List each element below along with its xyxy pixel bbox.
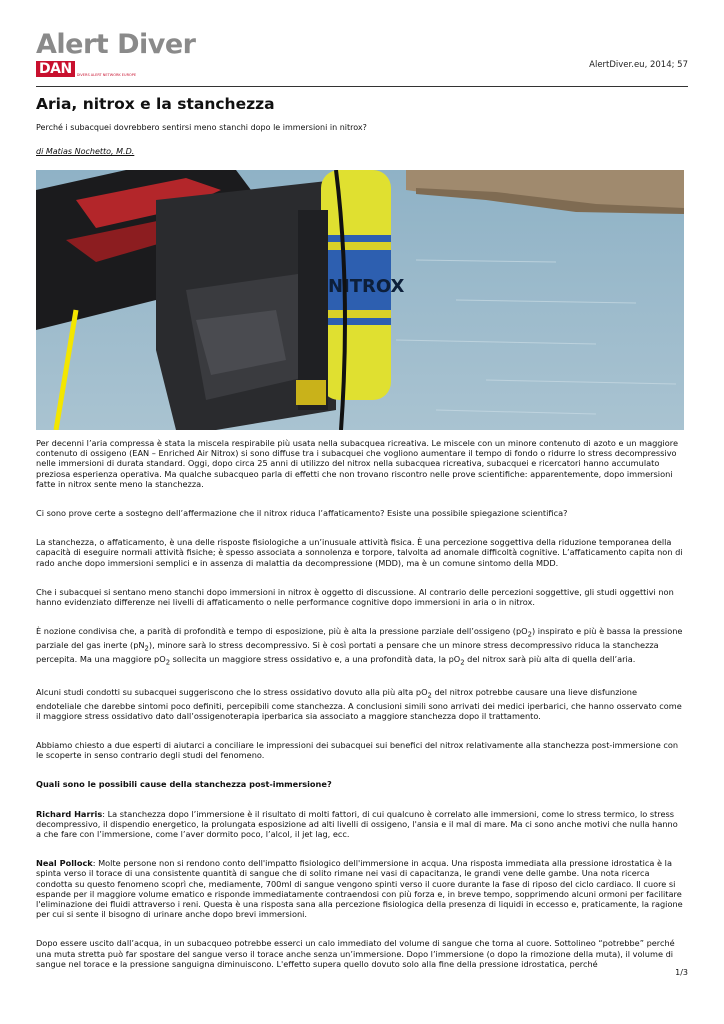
photo-tank-label: NITROX — [328, 276, 405, 297]
paragraph: Per decenni l’aria compressa è stata la miscela respirabile più usata nella subacquea ricreativa. Le miscele con un minore contenuto di azoto e un maggiore contenuto di ossigeno (EAN – Enriched Air Nitrox) si sono diffuse tra i subacquei che vogliono aumentare il tempo di fondo o ridurre lo stress decompressivo nelle immersioni di durata standard. Oggi, dopo circa 25 anni di utilizzo del nitrox nella subacquea ricreativa, subacquei e ricercatori hanno accumulato preziosa esperienza operativa. Ma qualche subacqueo parla di effetti che non trovano riscontro nelle prove scientifiche: apparentemente, dopo immersioni fatte in nitrox sente meno la stanchezza. — [36, 438, 679, 489]
paragraph: È nozione condivisa che, a parità di profondità e tempo di esposizione, più è alta la pressione parziale dell’ossigeno $(pO_2)$ inspirato e più è bassa la pressione parziale del gas inerte $(pN_2)$, minore sarà lo stress decompressivo. Si è così portati a pensare che un minore stress decompressivo riduca la stanchezza percepita. Ma una maggiore $pO_2$ sollecita un maggiore stress ossidativo e, a una profondità data, la $pO_2$ del nitrox sarà più alta di quella dell’aria. — [36, 626, 683, 667]
speaker-name: Richard Harris — [36, 808, 103, 819]
paragraph: Alcuni studi condotti su subacquei suggeriscono che lo stress ossidativo dovuto alla più alta $pO_2$ del nitrox potrebbe causare una lieve disfunzione endoteliale che darebbe sintomi poco definiti, percepibili come stanchezza. A conclusioni simili sono arrivati dei medici iperbarici, che hanno osservato come il maggiore stress ossidativo dato dall’ossigenoterapia iperbarica sia associato a maggiore stanchezza dopo il trattamento. — [36, 686, 682, 721]
dan-logo — [36, 61, 196, 77]
speaker-name: Neal Pollock — [36, 858, 93, 869]
dan-mark: DAN — [36, 61, 75, 77]
article-subtitle: Perché i subacquei dovrebbero sentirsi meno stanchi dopo le immersioni in nitrox? — [36, 123, 367, 132]
article-title: Aria, nitrox e la stanchezza — [36, 95, 275, 113]
section-heading: Quali sono le possibili cause della stanchezza post-immersione? — [36, 779, 332, 790]
citation: AlertDiver.eu, 2014; 57 — [589, 60, 688, 70]
article-body — [36, 438, 684, 988]
article-author: di Matias Nochetto, M.D. — [36, 147, 135, 156]
alert-diver-logo — [36, 30, 196, 80]
dan-subtitle: DIVERS ALERT NETWORK EUROPE — [76, 73, 137, 77]
paragraph: Abbiamo chiesto a due esperti di aiutarci a conciliare le impressioni dei subacquei sui benefici del nitrox relativamente alla stanchezza post-immersione con le scoperte in senso contrario degli studi del fenomeno. — [36, 740, 679, 761]
article-photo — [36, 170, 684, 430]
paragraph: Richard Harris: La stanchezza dopo l’immersione è il risultato di molti fattori, di cui qualcuno è correlato alle immersioni, come lo stress termico, lo stress decompressivo, il dispendio energetico, la prolungata esposizione ad alti livelli di ossigeno, l'ansia e il mal di mare. Ma ci sono anche motivi che nulla hanno a che fare con l’immersione, come l’aver dormito poco, l’alcol, il jet lag, ecc. — [36, 808, 678, 840]
paragraph: Che i subacquei si sentano meno stanchi dopo immersioni in nitrox è oggetto di discussione. Al contrario delle percezioni soggettive, gli studi oggettivi non hanno evidenziato differenze nei livelli di affaticamento o nelle performance cognitive dopo immersioni in aria o in nitrox. — [36, 586, 674, 608]
logo-title: Alert Diver — [36, 29, 196, 60]
header-divider — [36, 86, 688, 87]
paragraph: La stanchezza, o affaticamento, è una delle risposte fisiologiche a un’inusuale attività fisica. È una percezione soggettiva della riduzione temporanea della capacità di eseguire normali attività fisiche; è spesso associata a sonnolenza e torpore, talvolta ad anomale difficoltà cognitive. L’affaticamento capita non di rado anche dopo immersioni semplici e in assenza di malattia da decompressione (MDD), ma è un comune sintomo della MDD. — [36, 537, 683, 568]
paragraph: Neal Pollock: Molte persone non si rendono conto dell'impatto fisiologico dell'immersione in acqua. Una risposta immediata alla pressione idrostatica è la spinta verso il torace di una consistente quantità di sangue che di solito rimane nei vasi di capacitanza, le grandi vene delle gambe. Una nota ricerca condotta su questo fenomeno scoprì che, mediamente, 700ml di sangue vengono spinti verso il cuore durante la fase di riposo del ciclo cardiaco. Il cuore si espande per il maggiore volume ematico e risponde immediatamente contraendosi con più forza e, in breve tempo, sopprimendo alcuni ormoni per facilitare l'eliminazione dei fluidi attraverso i reni. Questa è una risposta sana alla percezione fisiologica della presenza di liquidi in eccesso e, praticamente, la ragione per cui si sente il bisogno di urinare anche dopo brevi immersioni. — [36, 858, 683, 920]
page-number: 1/3 — [675, 968, 688, 977]
paragraph: Ci sono prove certe a sostegno dell’affermazione che il nitrox riduca l’affaticamento? Esiste una possibile spiegazione scientifica? — [36, 508, 568, 519]
paragraph: Dopo essere uscito dall’acqua, in un subacqueo potrebbe esserci un calo immediato del volume di sangue che torna al cuore. Sottolineo “potrebbe” perché una muta stretta può far spostare del sangue verso il torace anche senza un’immersione. Dopo l’immersione (o dopo la rimozione della muta), il volume di sangue nel torace e la pressione sanguigna diminuiscono. L'effetto supera quello dovuto solo alla fine della pressione idrostatica, perché — [36, 938, 675, 969]
